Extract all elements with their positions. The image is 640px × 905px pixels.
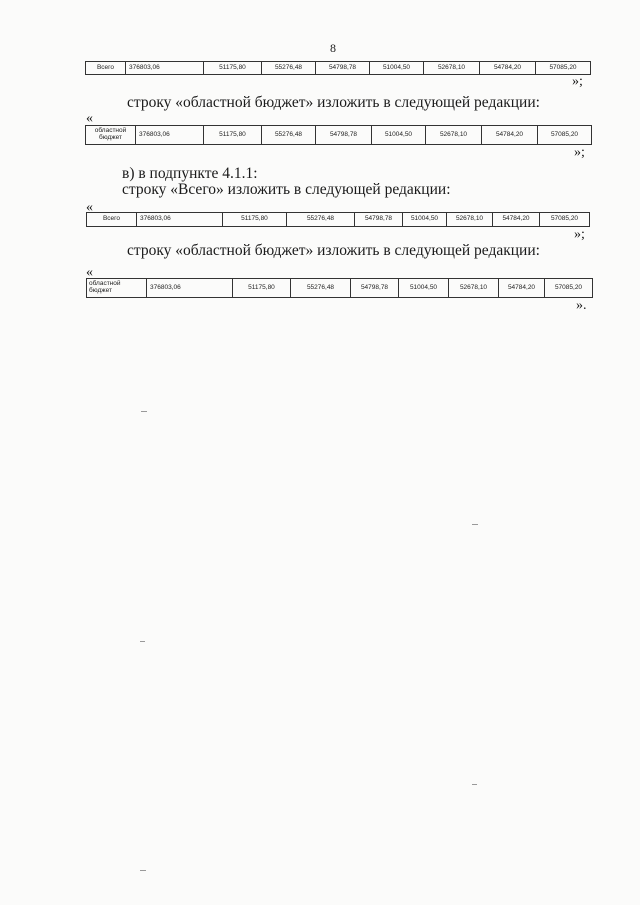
- row-label: Всего: [86, 62, 126, 75]
- paragraph: строку «областной бюджет» изложить в следующей редакции:: [127, 94, 540, 111]
- paragraph: строку «Всего» изложить в следующей редакции:: [122, 181, 451, 198]
- opening-quote: «: [86, 200, 93, 215]
- cell-value: 55276,48: [262, 62, 316, 75]
- cell-value: 55276,48: [291, 279, 351, 298]
- cell-value: 55276,48: [287, 213, 355, 227]
- cell-value: 54784,20: [482, 126, 538, 145]
- cell-value: 52678,10: [424, 62, 480, 75]
- cell-value: 51004,50: [403, 213, 447, 227]
- cell-value: 57085,20: [536, 62, 591, 75]
- closing-quote: ».: [576, 298, 587, 313]
- row-label: областной бюджет: [87, 279, 147, 298]
- closing-quote: »;: [572, 74, 583, 89]
- table-row-regional-budget-2: [86, 278, 593, 298]
- cell-value: 51175,80: [233, 279, 291, 298]
- cell-value: 51175,80: [204, 62, 262, 75]
- row-label: областной бюджет: [86, 126, 136, 145]
- table-row-total-1: [85, 61, 591, 75]
- cell-value: 52678,10: [447, 213, 493, 227]
- cell-value: 57085,20: [540, 213, 590, 227]
- row-label: Всего: [87, 213, 137, 227]
- table-row-total-2: [86, 212, 590, 227]
- cell-value: 52678,10: [426, 126, 482, 145]
- closing-quote: »;: [574, 227, 585, 242]
- cell-value: 57085,20: [545, 279, 593, 298]
- cell-value: 55276,48: [262, 126, 316, 145]
- cell-value: 54784,20: [493, 213, 540, 227]
- cell-total: 376803,06: [137, 213, 223, 227]
- scan-speck: [140, 641, 145, 642]
- subpoint-heading: в) в подпункте 4.1.1:: [122, 165, 258, 182]
- cell-value: 54798,78: [316, 62, 370, 75]
- scan-speck: [472, 524, 478, 525]
- cell-value: 51004,50: [399, 279, 449, 298]
- cell-value: 51175,80: [204, 126, 262, 145]
- cell-value: 52678,10: [449, 279, 499, 298]
- cell-value: 54798,78: [355, 213, 403, 227]
- scan-speck: [472, 784, 477, 785]
- opening-quote: «: [86, 111, 93, 126]
- closing-quote: »;: [574, 145, 585, 160]
- cell-total: 376803,06: [126, 62, 204, 75]
- cell-value: 57085,20: [538, 126, 592, 145]
- cell-value: 54798,78: [351, 279, 399, 298]
- opening-quote: «: [86, 265, 93, 280]
- cell-total: 376803,06: [136, 126, 204, 145]
- cell-value: 54784,20: [499, 279, 545, 298]
- cell-value: 51175,80: [223, 213, 287, 227]
- cell-total: 376803,06: [147, 279, 233, 298]
- paragraph: строку «областной бюджет» изложить в следующей редакции:: [127, 242, 540, 259]
- page-number: 8: [330, 41, 336, 55]
- table-row-regional-budget-1: [85, 125, 592, 145]
- scan-speck: [140, 870, 146, 871]
- cell-value: 54798,78: [316, 126, 372, 145]
- scan-speck: [141, 411, 147, 412]
- cell-value: 51004,50: [370, 62, 424, 75]
- cell-value: 51004,50: [372, 126, 426, 145]
- cell-value: 54784,20: [480, 62, 536, 75]
